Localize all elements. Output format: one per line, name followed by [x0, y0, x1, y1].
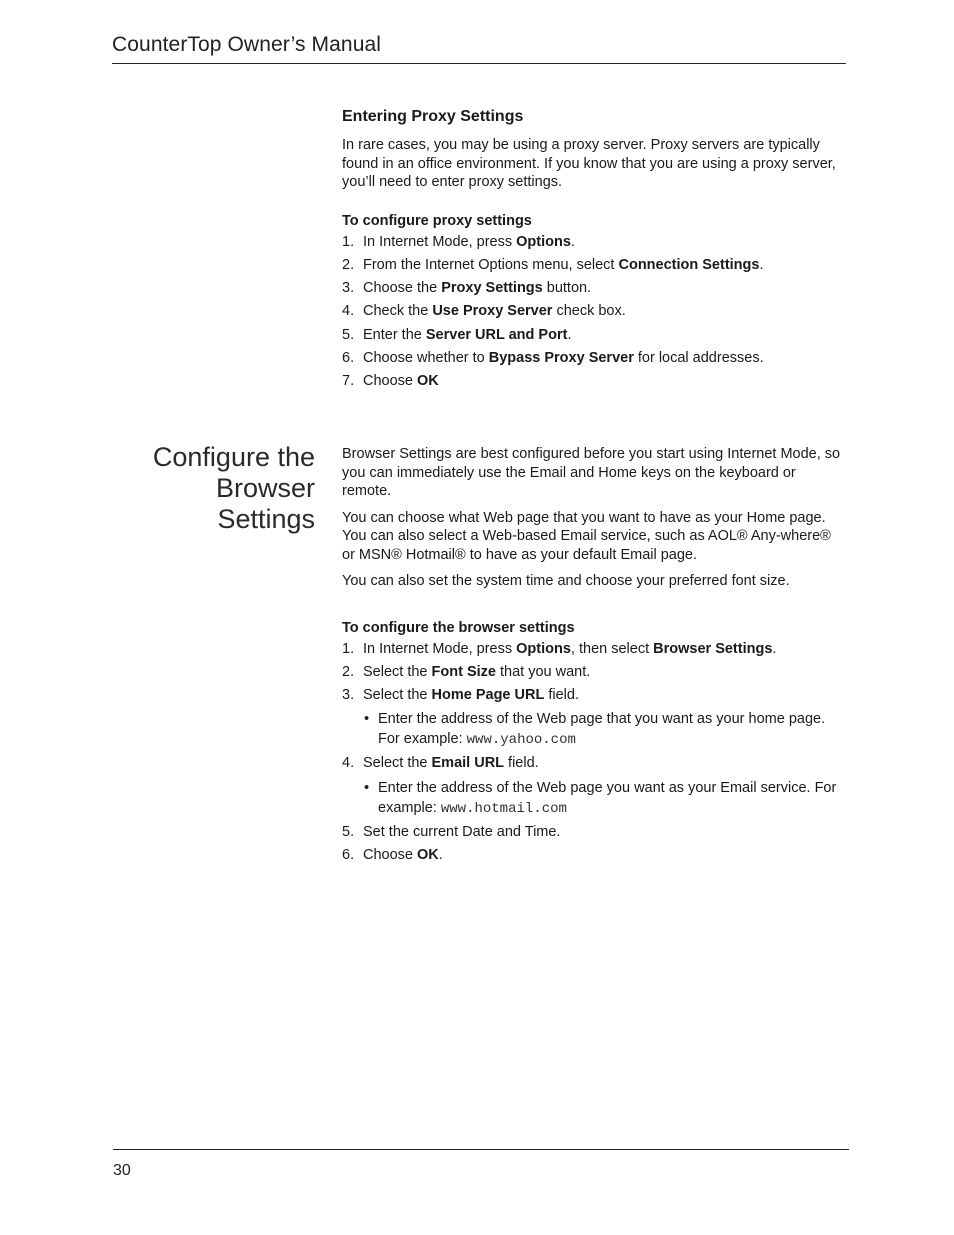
- step-text: Check the: [363, 303, 433, 320]
- proxy-intro: In rare cases, you may be using a proxy server. Proxy servers are typically found in an office environment. If you know that you are using a proxy server, you’ll need to enter proxy settings.: [342, 137, 836, 190]
- sub-text: Enter the address of the Web page that you want as your home page. For example:: [378, 711, 826, 748]
- step-text: .: [438, 846, 443, 863]
- step-keyword: Bypass Proxy Server: [488, 349, 634, 366]
- step-number: 1.: [342, 233, 355, 250]
- step-text: .: [570, 233, 575, 250]
- step-number: 4.: [342, 303, 355, 320]
- proxy-procedure-title: To configure proxy settings: [342, 212, 532, 229]
- step-keyword: OK: [417, 373, 439, 390]
- step-sub-bullet: [342, 778, 847, 819]
- step-keyword: Use Proxy Server: [432, 303, 553, 320]
- step-text: Select the: [363, 755, 432, 772]
- side-heading-line: Configure the: [152, 442, 315, 472]
- proxy-step: [342, 279, 847, 298]
- step-text: Choose the: [363, 280, 442, 297]
- step-text: Enter the: [363, 326, 426, 343]
- step-text: Choose whether to: [363, 349, 489, 366]
- step-text: Select the: [363, 663, 432, 680]
- step-text: In Internet Mode, press: [363, 640, 517, 657]
- step-text: field.: [544, 687, 579, 704]
- section-side-heading: [112, 442, 315, 535]
- step-number: 7.: [342, 373, 355, 390]
- step-number: 6.: [342, 349, 355, 366]
- sub-text: Enter the address of the Web page you want as your Email service. For example:: [378, 779, 837, 816]
- footer-rule: [113, 1149, 849, 1150]
- step-text: .: [759, 256, 764, 273]
- step-text: button.: [542, 280, 592, 297]
- step-keyword: Email URL: [431, 755, 505, 772]
- step-number: 5.: [342, 326, 355, 343]
- step-text: Choose: [363, 373, 418, 390]
- step-keyword: Proxy Settings: [441, 280, 543, 297]
- step-number: 4.: [342, 755, 355, 772]
- proxy-steps: [342, 233, 847, 391]
- bullet: •: [364, 711, 370, 728]
- browser-paragraph: You can also set the system time and choose your preferred font size.: [342, 573, 790, 589]
- step-text: Select the: [363, 687, 432, 704]
- proxy-heading: Entering Proxy Settings: [342, 108, 524, 125]
- proxy-step: [342, 326, 847, 345]
- step-text: that you want.: [495, 663, 591, 680]
- step-number: 1.: [342, 640, 355, 657]
- step-text: field.: [504, 755, 539, 772]
- browser-steps: [342, 640, 847, 865]
- browser-procedure-title: To configure the browser settings: [342, 619, 575, 636]
- browser-step: [342, 823, 847, 842]
- step-text: for local addresses.: [633, 349, 764, 366]
- step-number: 5.: [342, 823, 355, 840]
- proxy-step: [342, 302, 847, 321]
- step-keyword: Browser Settings: [653, 640, 773, 657]
- step-text: Set the current Date and Time.: [363, 823, 561, 840]
- step-number: 2.: [342, 256, 355, 273]
- step-text: From the Internet Options menu, select: [363, 256, 619, 273]
- step-text: Choose: [363, 846, 418, 863]
- step-number: 3.: [342, 687, 355, 704]
- step-text: , then select: [570, 640, 654, 657]
- side-heading-line: Browser Settings: [215, 473, 315, 534]
- browser-step: [342, 686, 847, 705]
- step-keyword: Home Page URL: [431, 687, 545, 704]
- step-text: .: [772, 640, 777, 657]
- step-keyword: Server URL and Port: [425, 326, 568, 343]
- proxy-step: [342, 372, 847, 391]
- step-text: In Internet Mode, press: [363, 233, 517, 250]
- proxy-step: [342, 233, 847, 252]
- step-keyword: Connection Settings: [618, 256, 760, 273]
- step-text: .: [567, 326, 572, 343]
- step-number: 6.: [342, 846, 355, 863]
- browser-step: [342, 663, 847, 682]
- example-url: www.hotmail.com: [440, 800, 567, 817]
- page-number: 30: [113, 1162, 131, 1179]
- step-keyword: OK: [417, 846, 439, 863]
- browser-paragraph: You can choose what Web page that you want to have as your Home page. You can also select a Web-based Email service, such as AOL® Any-where® or MSN® Hotmail® to have as your default Email page.: [342, 509, 831, 563]
- bullet: •: [364, 779, 370, 796]
- step-number: 3.: [342, 280, 355, 297]
- step-keyword: Options: [516, 233, 571, 250]
- step-number: 2.: [342, 663, 355, 680]
- browser-paragraph: Browser Settings are best configured before you start using Internet Mode, so you can immediately use the Email and Home keys on the keyboard or remote.: [342, 446, 841, 499]
- step-sub-bullet: [342, 709, 847, 750]
- manual-title: CounterTop Owner’s Manual: [112, 33, 382, 56]
- running-header: [112, 33, 846, 64]
- step-keyword: Options: [516, 640, 571, 657]
- step-keyword: Font Size: [431, 663, 496, 680]
- browser-step: [342, 754, 847, 773]
- proxy-section: [342, 108, 847, 396]
- browser-step: [342, 846, 847, 865]
- proxy-step: [342, 349, 847, 368]
- browser-section: [342, 445, 847, 869]
- browser-step: [342, 640, 847, 659]
- step-text: check box.: [552, 303, 626, 320]
- proxy-step: [342, 256, 847, 275]
- example-url: www.yahoo.com: [466, 732, 576, 749]
